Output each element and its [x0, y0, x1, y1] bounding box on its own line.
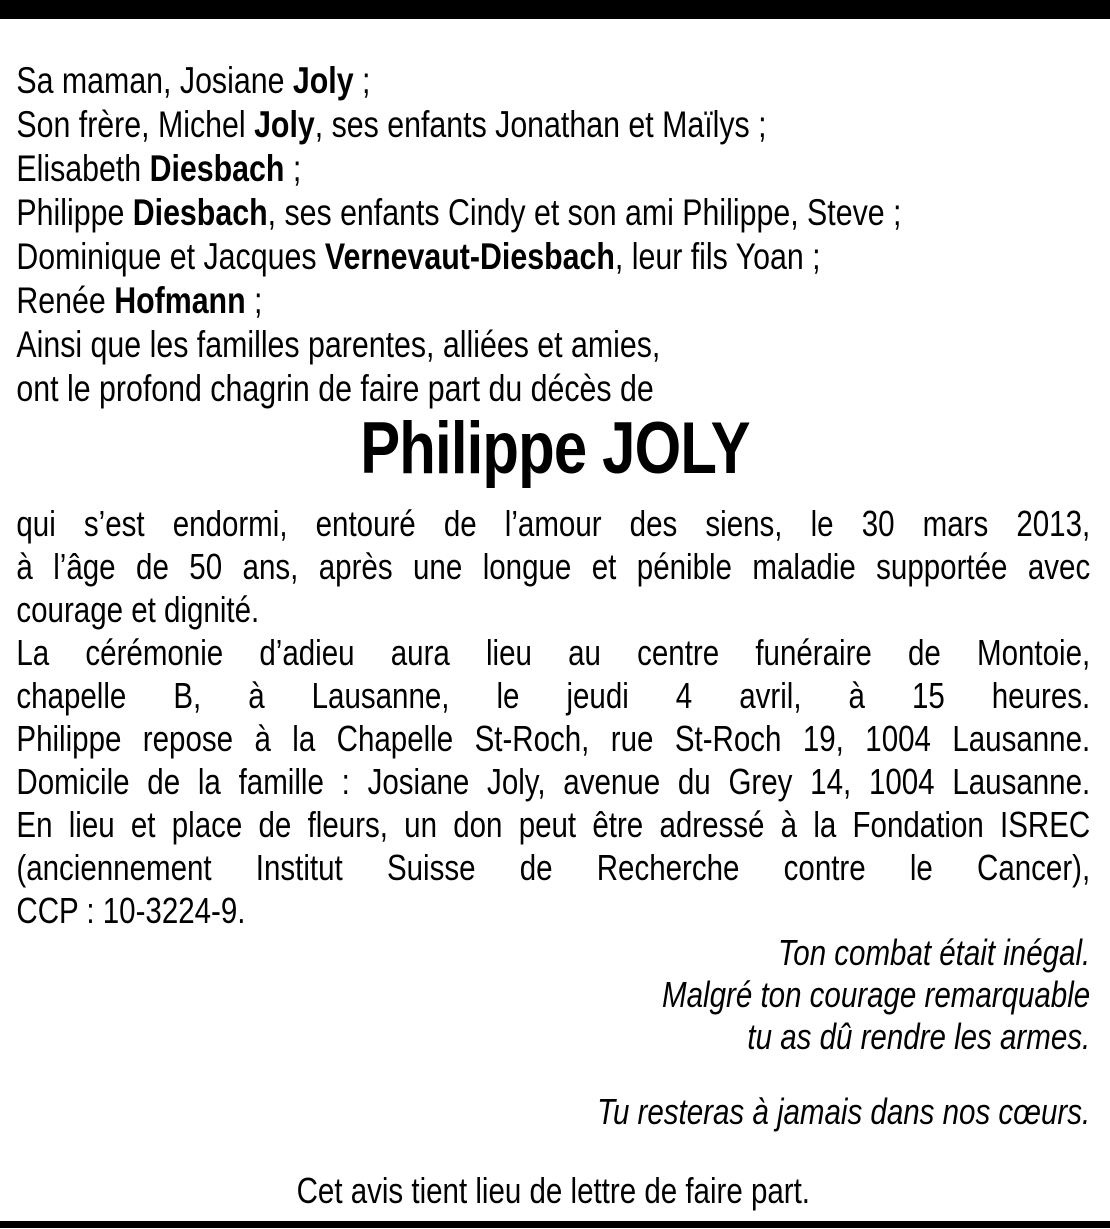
notice-body-line: La cérémonie d’adieu aura lieu au centre funéraire de Montoie,	[16, 632, 1091, 673]
family-line	[16, 147, 1090, 191]
notice-body-line: CCP : 10-3224-9.	[16, 890, 246, 931]
memorial-verse	[0, 932, 1110, 1133]
family-line-text: ;	[353, 60, 371, 101]
verse-line: Ton combat était inégal.	[777, 932, 1091, 973]
family-line-text: ont le profond chagrin de faire part du décès de	[16, 368, 654, 409]
family-line-text: Dominique et Jacques	[16, 236, 325, 277]
notice-body-line: (anciennement Institut Suisse de Recherche contre le Cancer),	[16, 847, 1091, 888]
family-surname: Joly	[254, 104, 315, 145]
notice-body-line: à l’âge de 50 ans, après une longue et pénible maladie supportée avec	[16, 546, 1091, 587]
family-surname: Diesbach	[149, 148, 285, 189]
family-list	[0, 59, 1110, 411]
family-surname: Hofmann	[114, 280, 246, 321]
family-line-text: , ses enfants Jonathan et Maïlys ;	[314, 104, 767, 145]
verse-line: tu as dû rendre les armes.	[747, 1016, 1091, 1057]
family-line	[16, 59, 1090, 103]
family-surname: Diesbach	[132, 192, 268, 233]
family-line	[16, 103, 1090, 147]
family-line-text: Renée	[16, 280, 115, 321]
family-line	[16, 367, 1090, 411]
notice-body-line: courage et dignité.	[16, 589, 260, 630]
notice-body-line: Domicile de la famille : Josiane Joly, avenue du Grey 14, 1004 Lausanne.	[16, 761, 1091, 802]
verse-line: Malgré ton courage remarquable	[662, 974, 1091, 1015]
notice-body-line: Philippe repose à la Chapelle St-Roch, rue St-Roch 19, 1004 Lausanne.	[16, 718, 1091, 759]
notice-body-line: chapelle B, à Lausanne, le jeudi 4 avril, à 15 heures.	[16, 675, 1091, 716]
family-line-text: Philippe	[16, 192, 133, 233]
family-line-text: ;	[284, 148, 302, 189]
family-line-text: ;	[245, 280, 263, 321]
family-line-text: , leur fils Yoan ;	[614, 236, 821, 277]
family-line-text: Ainsi que les familles parentes, alliées et amies,	[16, 324, 661, 365]
bottom-border-bar	[0, 1221, 1110, 1228]
closing-statement: Cet avis tient lieu de lettre de faire part.	[296, 1170, 810, 1211]
family-surname: Joly	[292, 60, 354, 101]
notice-body	[0, 502, 1110, 932]
family-line-text: Son frère, Michel	[16, 104, 255, 145]
notice-body-line: En lieu et place de fleurs, un don peut être adressé à la Fondation ISREC	[16, 804, 1091, 845]
family-line	[16, 323, 1090, 367]
family-line-text: Elisabeth	[16, 148, 150, 189]
top-border-bar	[0, 0, 1110, 19]
family-line	[16, 191, 1090, 235]
family-surname: Vernevaut-Diesbach	[324, 236, 615, 277]
notice-body-line: qui s’est endormi, entouré de l’amour des siens, le 30 mars 2013,	[16, 503, 1091, 544]
verse-closing-line: Tu resteras à jamais dans nos cœurs.	[597, 1091, 1091, 1132]
family-line-text: , ses enfants Cindy et son ami Philippe, Steve ;	[267, 192, 902, 233]
family-line-text: Sa maman, Josiane	[16, 60, 293, 101]
family-line	[16, 235, 1090, 279]
notice-content	[0, 19, 1110, 1212]
family-line	[16, 279, 1090, 323]
deceased-name-title: Philippe JOLY	[360, 408, 750, 489]
